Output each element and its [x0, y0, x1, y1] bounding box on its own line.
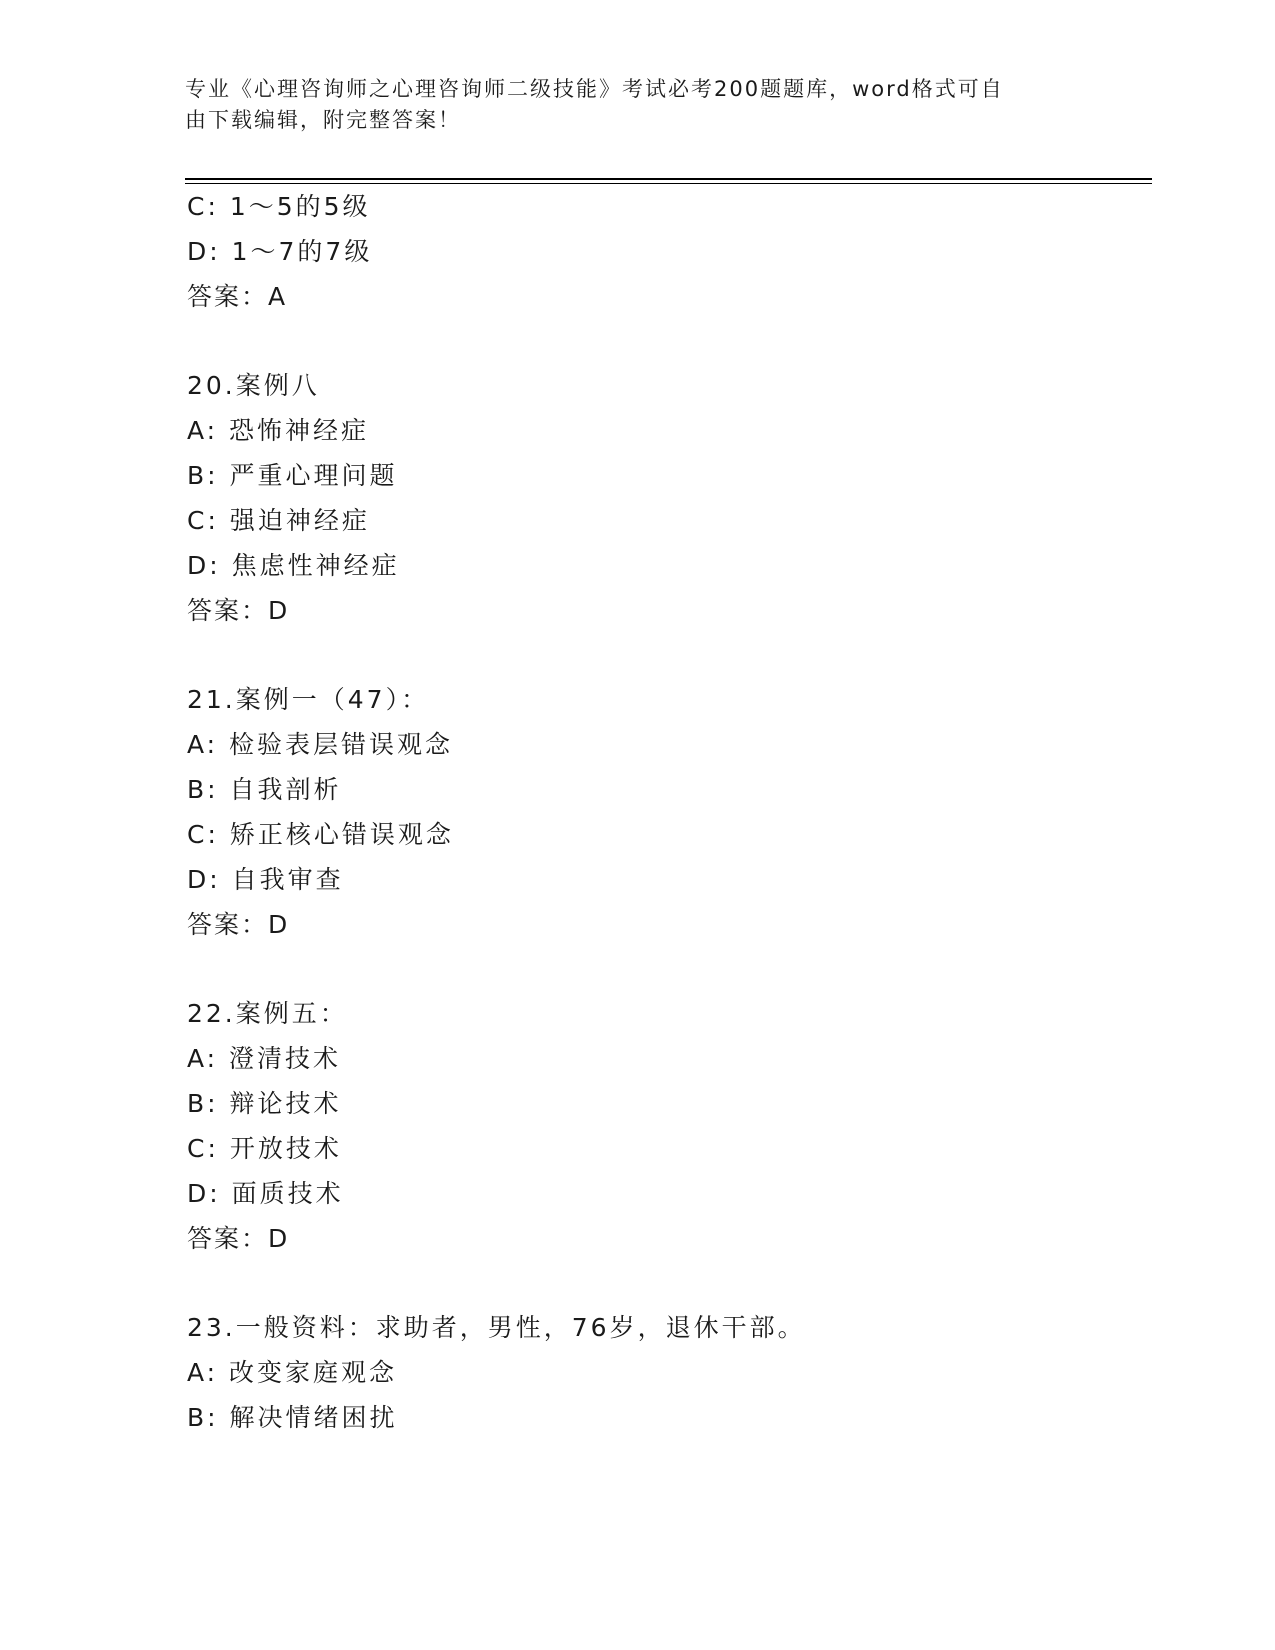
answer: 答案：D [187, 596, 290, 625]
header-line-2: 由下载编辑，附完整答案！ [185, 108, 461, 132]
option-a: A: 恐怖神经症 [187, 416, 370, 445]
option-a: A: 改变家庭观念 [187, 1358, 398, 1387]
option-d: D: 1～7的7级 [187, 237, 373, 266]
option-d: D: 焦虑性神经症 [187, 551, 400, 580]
option-d: D: 面质技术 [187, 1179, 344, 1208]
question-21: 21.案例一（47）： [187, 685, 430, 714]
answer: 答案：D [187, 1224, 290, 1253]
answer: 答案：D [187, 910, 290, 939]
option-a: A: 检验表层错误观念 [187, 730, 454, 759]
question-23: 23.一般资料：求助者，男性，76岁，退休干部。 [187, 1313, 806, 1342]
option-d: D: 自我审查 [187, 865, 344, 894]
option-b: B: 辩论技术 [187, 1089, 342, 1118]
option-b: B: 解决情绪困扰 [187, 1403, 398, 1432]
option-c: C: 1～5的5级 [187, 192, 371, 221]
option-b: B: 严重心理问题 [187, 461, 398, 490]
question-22: 22.案例五： [187, 999, 348, 1028]
document-header [185, 74, 1065, 136]
header-divider-thick [185, 178, 1152, 180]
answer: 答案：A [187, 282, 288, 311]
option-a: A: 澄清技术 [187, 1044, 342, 1073]
header-divider-thin [185, 183, 1152, 184]
option-c: C: 开放技术 [187, 1134, 342, 1163]
option-b: B: 自我剖析 [187, 775, 342, 804]
header-line-1: 专业《心理咨询师之心理咨询师二级技能》考试必考200题题库，word格式可自 [185, 77, 1004, 101]
question-20: 20.案例八 [187, 371, 320, 400]
option-c: C: 矫正核心错误观念 [187, 820, 454, 849]
option-c: C: 强迫神经症 [187, 506, 370, 535]
